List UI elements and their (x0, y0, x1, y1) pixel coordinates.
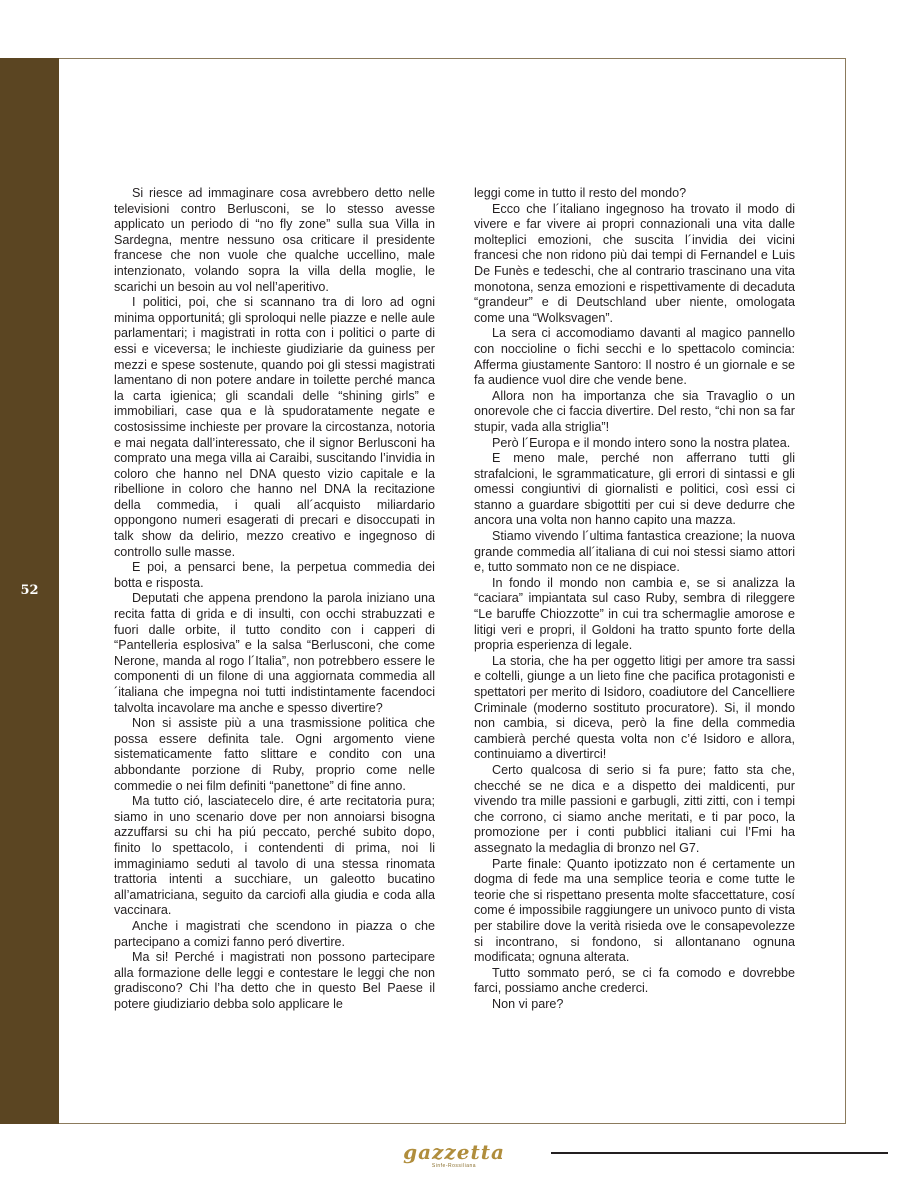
logo-subtitle: Sinfe-Rossiliana (431, 1163, 477, 1169)
paragraph: Ma tutto ció, lasciatecelo dire, é arte recitatoria pura; siamo in uno scenario dove per non annoiarsi bisogna azzuffarsi su chi ha piú peccato, perché subito dopo, finito lo spettacolo, i contendenti di prima, noi li immaginiamo seduti al tavolo di una stessa rinomata trattoria intenti a succhiare, un galeotto bucatino all’amatriciana, seguito da carciofi alla giudia e coda alla vaccinara. (114, 794, 435, 918)
paragraph: I politici, poi, che si scannano tra di loro ad ogni minima opportunitá; gli sproloqui nelle piazze e nelle aule parlamentari; i magistrati in rotta con i politici o parte di essi e viceversa; le inchieste giudiziarie da guiness per mezzi e spese sostenute, quando poi gli stessi magistrati lamentano di non potere andare in toilette perché manca la carta igienica; gli scandali delle “shining girls” e immobiliari, case qua e là spudoratamente negate e costosissime inchieste per provare la circostanza, notoria e mai negata dall’interessato, che il signor Berlusconi ha comprato una mega villa ai Caraibi, suscitando l’invidia in coloro che hanno nel DNA questo vizio capitale e la ribellione in coloro che hanno nel DNA la recitazione della commedia, i quali all´acquisto miliardario oppongono numeri esagerati di precari e disoccupati in talk show da delirio, mezzo creativo e ingegnoso di controllo sulle masse. (114, 295, 435, 559)
paragraph: Deputati che appena prendono la parola iniziano una recita fatta di grida e di insulti, con occhi strabuzzati e fuori dalle orbite, il tutto condito con i capperi di “Pantelleria esplosiva” e la salsa “Berlusconi, che come Nerone, manda al rogo l´Italia”, non potrebbero essere le componenti di un filone di una aggiornata commedia all´italiana che impegna noi tutti indistintamente facendoci talvolta incavolare ma anche e spesso divertire? (114, 591, 435, 715)
paragraph: Allora non ha importanza che sia Travaglio o un onorevole che ci faccia divertire. Del resto, “chi non sa far stupir, vada alla striglia”! (474, 388, 795, 434)
paragraph: Non si assiste più a una trasmissione politica che possa essere definita tale. Ogni argomento viene sistematicamente fatto slittare e condito con una abbondante porzione di Ruby, proprio come nelle commedie o nei film definiti “panettone” di fine anno. (114, 716, 435, 793)
page-number: 52 (20, 583, 39, 598)
article-column-right (474, 186, 795, 1012)
paragraph: La sera ci accomodiamo davanti al magico pannello con noccioline o fichi secchi e lo spettacolo comincia: Afferma giustamente Santoro: Il nostro é un giornale e se fa audience vuol dire che vende bene. (474, 326, 795, 388)
footer-rule (551, 1152, 888, 1154)
paragraph: Però l´Europa e il mondo intero sono la nostra platea. (492, 435, 791, 450)
paragraph: E poi, a pensarci bene, la perpetua commedia dei botta e risposta. (114, 560, 435, 590)
paragraph: Non vi pare? (492, 996, 564, 1011)
paragraph: E meno male, perché non afferrano tutti gli strafalcioni, le sgrammaticature, gli errori di sintassi e gli omessi congiuntivi di giornalisti e politici, così essi ci stanno a guardare sbigottiti per cui si deve dedurre che ancora una volta non hanno capito una mazza. (474, 451, 795, 528)
article-column-left (114, 186, 435, 1012)
paragraph: Certo qualcosa di serio si fa pure; fatto sta che, checché se ne dica e a dispetto dei maldicenti, pur vivendo tra mille passioni e garbugli, zitti zitti, con i tempi che corrono, ci siamo anche meritati, e ti par poco, la promozione per i conti pubblici italiani cui l’Fmi ha assegnato la medaglia di bronzo nel G7. (474, 762, 795, 855)
paragraph-continuation: leggi come in tutto il resto del mondo? (474, 186, 687, 200)
paragraph: Si riesce ad immaginare cosa avrebbero detto nelle televisioni contro Berlusconi, se lo stesso avesse applicato un periodo di “no fly zone” sulla sua Villa in Sardegna, mentre nessuno osa criticare il presidente francese che non vuole che qualche uccellino, male intenzionato, volando sopra la villa della moglie, le scarichi un besoin au vol nell’aperitivo. (114, 186, 435, 294)
magazine-logo (398, 1141, 510, 1169)
paragraph: Ma si! Perché i magistrati non possono partecipare alla formazione delle leggi e contestare le leggi che non gradiscono? Chi l’ha detto che in questo Bel Paese il potere giudiziario debba solo applicare le (114, 950, 435, 1011)
paragraph: La storia, che ha per oggetto litigi per amore tra sassi e coltelli, giunge a un lieto fine che pacifica protagonisti e spettatori per merito di Isidoro, coadiutore del Cancelliere Criminale (moderno sostituto procuratore). Si, il mondo non cambia, si diceva, però la fine della commedia cambierà perché questa volta non c’é Isidoro e allora, continuiamo a divertirci! (474, 653, 795, 762)
paragraph: Ecco che l´italiano ingegnoso ha trovato il modo di vivere e far vivere ai propri connazionali una vita dalle molteplici emozioni, che suscita l´invidia dei vicini francesi che non ridono più dai tempi di Fernandel e Luis De Funès e tedeschi, che al contrario trascinano una vita monotona, senza emozioni e rispettivamente di decaduta “grandeur” e di Deutschland uber niente, omologata come una “Wolksvagen”. (474, 201, 795, 325)
paragraph: Parte finale: Quanto ipotizzato non é certamente un dogma di fede ma una semplice teoria e come tutte le teorie che si rispettano presenta molte sfaccettature, cosí come é impossibile raggiungere un univoco punto di vista per stabilire dove la verità risieda ove le consapevolezze si incontrano, si fondono, si allontanano ognuna modificata; ognuna alterata. (474, 856, 795, 965)
paragraph: Tutto sommato peró, se ci fa comodo e dovrebbe farci, possiamo anche crederci. (474, 965, 795, 996)
paragraph: Stiamo vivendo l´ultima fantastica creazione; la nuova grande commedia all´italiana di cui noi stessi siamo attori e, tutto sommato non ce ne dispiace. (474, 529, 795, 575)
paragraph: In fondo il mondo non cambia e, se si analizza la “caciara” impiantata sul caso Ruby, sembra di rileggere “Le baruffe Chiozzotte” in cui tra schermaglie amorose e litigi veri e propri, il Goldoni ha tratto spunto forte della propria esperienza di legale. (474, 575, 795, 653)
logo-wordmark: gazzetta (403, 1140, 505, 1164)
paragraph: Anche i magistrati che scendono in piazza o che partecipano a comizi fanno peró divertire. (114, 918, 435, 949)
